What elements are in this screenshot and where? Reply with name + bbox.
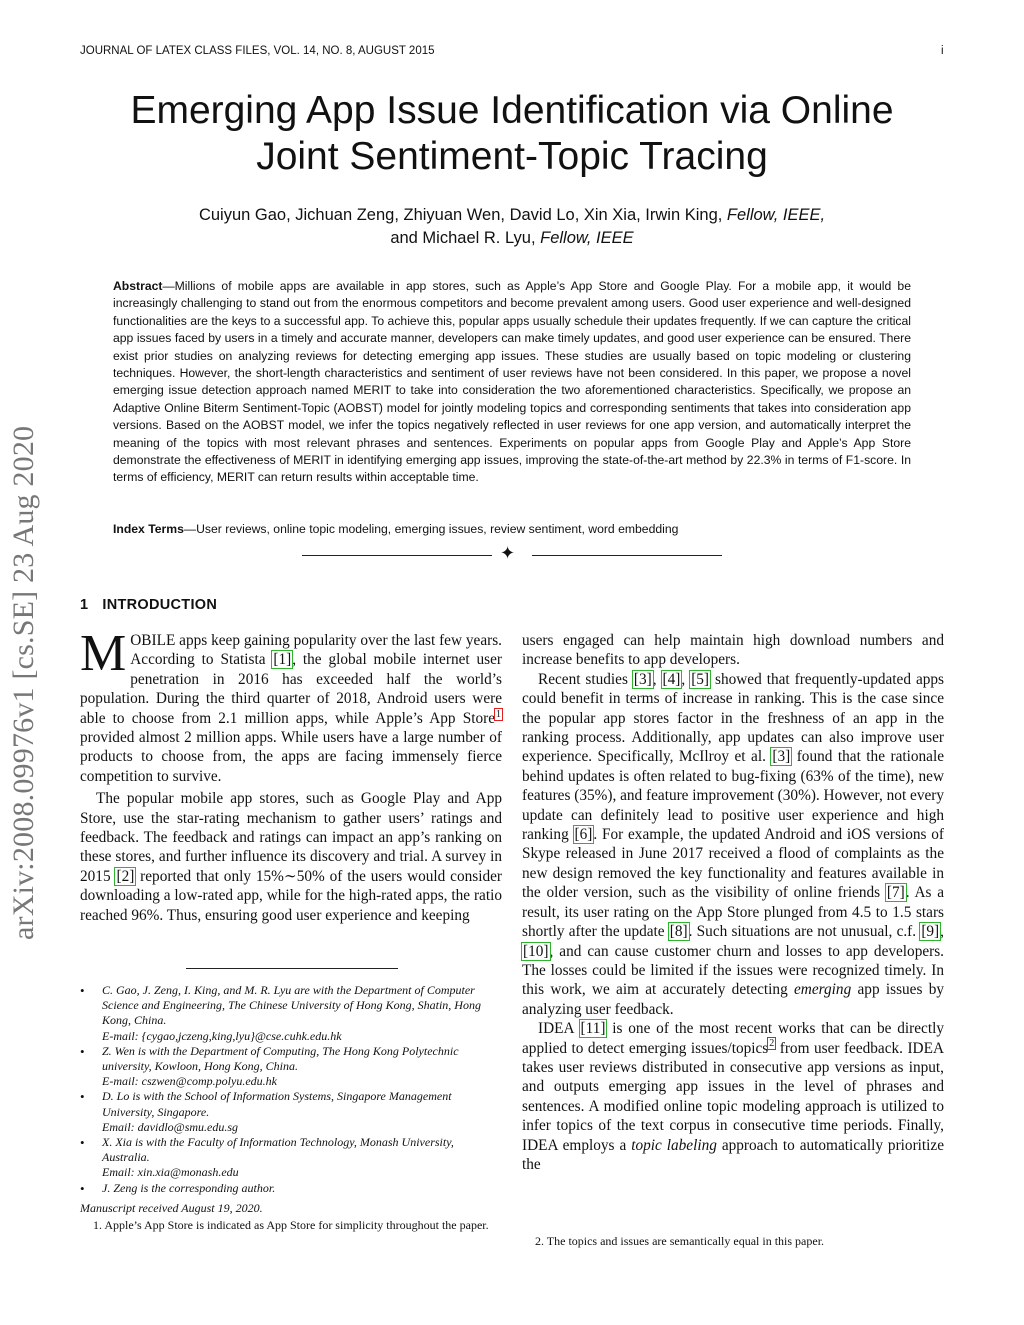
abstract-text: —Millions of mobile apps are available in app stores, such as Apple’s App Store and Google Play. For a mobile app, it would be increasingly challenging to stand out from the enormous competitors and become prevalent among users. Good user experience and well-designed functionalities are the keys to a successful app. To achieve this, popular apps usually schedule their updates frequently. If we can capture the critical app issues faced by users in a timely and accurate manner, developers can make timely updates, and good user experience can be ensured. There exist prior studies on analyzing reviews for detecting emerging app issues. These studies are usually based on topic modeling or clustering techniques. However, the short-length characteristics and sentiment of user reviews have not been considered. In this paper, we propose a novel emerging issue detection approach named MERIT to take into consideration the two aforementioned characteristics. Specifically, we propose an Adaptive Online Biterm Sentiment-Topic (AOBST) model for jointly modeling topics and corresponding sentiments that takes into consideration app versions. Based on the AOBST model, we infer the topics negatively reflected in user reviews for one app version, and automatically interpret the meaning of the topics with most relevant phrases and sentences. Experiments on popular apps from Google Play and Apple’s App Store demonstrate the effectiveness of MERIT in identifying emerging app issues, improving the state-of-the-art method by 22.3% in terms of F1-score. In terms of efficiency, MERIT can return results within acceptable time.: [113, 279, 911, 485]
footnote-1: 1. Apple’s App Store is indicated as App Store for simplicity throughout the paper.: [93, 1218, 489, 1232]
left-column: [80, 625, 503, 925]
text-run: users engaged can help maintain high download numbers and increase benefits to app developers.: [522, 632, 944, 669]
paper-title: [80, 88, 944, 180]
text-run: showed that frequently-updated apps could benefit in terms of increase in ranking. This is the case since the popular app stores factor in the freshness of an app in the ranking process. Additionally, app updates can also improve user experience. Specifically, McIlroy et al.: [522, 670, 944, 766]
separator-line-right: [532, 555, 722, 556]
text-run: ,: [652, 670, 662, 688]
text-run: apps keep gaining popularity over the last few years. According to Statista: [130, 632, 502, 669]
drop-cap-continuation: OBILE: [130, 632, 176, 649]
title-line-1: Emerging App Issue Identification via Online: [130, 89, 894, 132]
right-paragraph-1: [522, 631, 944, 670]
affiliation-item: [80, 983, 502, 1044]
section-title: INTRODUCTION: [102, 597, 218, 613]
citation-link[interactable]: [7]: [886, 884, 905, 902]
affiliation-item: [80, 1089, 502, 1135]
right-column: [522, 631, 944, 1174]
citation-link[interactable]: [6]: [574, 826, 593, 844]
affiliation-text: J. Zeng is the corresponding author.: [102, 1180, 276, 1195]
text-run: . As a result, its user rating on the App Store plunged from 4.5 to 1.5 stars shortly after the update: [522, 884, 945, 941]
text-run: approach to automatically prioritize the: [522, 1136, 944, 1173]
footnote-link[interactable]: 2: [769, 1038, 775, 1050]
affiliation-text: C. Gao, J. Zeng, I. King, and M. R. Lyu are with the Department of Computer Science and Engineering, The Chinese University of Hong Kong, Shatin, Hong Kong, China.: [102, 983, 481, 1028]
citation-link[interactable]: [8]: [669, 923, 688, 941]
authors-line1: Cuiyun Gao, Jichuan Zeng, Zhiyuan Wen, David Lo, Xin Xia, Irwin King,: [198, 206, 727, 224]
abstract-label: Abstract: [113, 279, 163, 293]
authors-line2: and Michael R. Lyu,: [390, 229, 541, 247]
authors-line1-fellow: Fellow, IEEE,: [726, 206, 826, 224]
affiliation-text: D. Lo is with the School of Information Systems, Singapore Management University, Singapore.: [102, 1089, 452, 1119]
index-terms-label: Index Terms: [113, 522, 184, 536]
index-terms: [113, 521, 911, 538]
index-terms-text: —User reviews, online topic modeling, emerging issues, review sentiment, word embedding: [183, 522, 679, 536]
affiliation-list: [80, 983, 502, 1196]
running-header: JOURNAL OF LATEX CLASS FILES, VOL. 14, NO. 8, AUGUST 2015: [80, 45, 435, 57]
affiliation-item: [80, 1181, 502, 1196]
text-run: The popular mobile app stores, such as Google Play and App Store, use the star-rating mechanism to gather users’ ratings and feedback. The feedback and ratings can impact an app’s ranking on these stores, and further influence its discovery and trial. A survey in 2015: [80, 790, 502, 885]
intro-paragraph-2: [80, 789, 502, 925]
text-run: , and can cause customer churn and losses to app developers. The losses could be limited if the issues were recognized timely. In this work, we aim at accurately detecting: [522, 942, 944, 999]
authors-line2-fellow: Fellow, IEEE: [540, 229, 634, 247]
text-run: ,: [681, 670, 691, 688]
intro-paragraph-1: [80, 625, 502, 786]
affiliation-item: [80, 1044, 502, 1090]
citation-link[interactable]: [3]: [633, 670, 652, 688]
text-run: reported that only 15%∼50% of the users would consider downloading a low-rated app, while for the high-rated apps, the ratio reached 96%. Thus, ensuring good user experience and keeping: [80, 867, 503, 924]
right-paragraph-2: [522, 670, 944, 1019]
citation-link[interactable]: [11]: [580, 1020, 606, 1038]
section-heading: [80, 597, 217, 613]
text-run: Recent studies: [538, 670, 633, 688]
affiliation-email: Email: xin.xia@monash.edu: [102, 1165, 239, 1180]
affiliation-text: X. Xia is with the Faculty of Information Technology, Monash University, Australia.: [102, 1135, 454, 1165]
text-run: from user feedback. IDEA takes user reviews distributed in consecutive app versions as input, and outputs emerging app issues in the level of phrases and sentences. A modified online topic modeling approach is utilized to infer topics of the text corpus in consecutive time periods. Finally, IDEA employs a: [522, 1039, 944, 1154]
text-run: provided almost 2 million apps. While users have a large number of products to choose from, the apps are facing immensely fierce competition to survive.: [80, 729, 502, 785]
affiliation-text: Z. Wen is with the Department of Computing, The Hong Kong Polytechnic university, Kowloon, Hong Kong, China.: [102, 1043, 459, 1074]
text-run: found that the rationale behind updates is often related to bug-fixing (63% of the time), new features (35%), and feature improvement (30%). However, not every update can definitely lead to positive user experience and high ranking: [522, 748, 945, 844]
citation-link[interactable]: [2]: [116, 867, 135, 885]
affiliation-item: [80, 1135, 502, 1181]
section-number: 1: [80, 597, 89, 613]
affiliation-email: E-mail: cszwen@comp.polyu.edu.hk: [102, 1074, 277, 1089]
affiliation-email: E-mail: {cygao,jczeng,king,lyu}@cse.cuhk.edu.hk: [102, 1028, 342, 1043]
citation-link[interactable]: [9]: [921, 923, 940, 941]
drop-cap: M: [80, 625, 127, 682]
title-line-2: Joint Sentiment-Topic Tracing: [256, 135, 768, 178]
section-separator: [302, 543, 722, 566]
text-run: . For example, the updated Android and iOS versions of Skype released in June 2017 received a flood of complaints as the new design removed the key functionality and features available in the older version, such as the visibility of online friends: [522, 826, 944, 902]
footnote-2: 2. The topics and issues are semantically equal in this paper.: [535, 1234, 825, 1248]
right-paragraph-3: [522, 1019, 944, 1174]
manuscript-date: Manuscript received August 19, 2020.: [80, 1201, 263, 1215]
text-run: app issues by analyzing user feedback.: [522, 981, 944, 1018]
footnote-link[interactable]: 1: [496, 708, 501, 720]
emphasis: topic labeling: [631, 1136, 717, 1154]
footnote-rule: [186, 968, 398, 969]
separator-star-icon: ✦: [500, 543, 516, 563]
text-run: . Such situations are not unusual, c.f.: [688, 923, 921, 941]
citation-link[interactable]: [10]: [523, 942, 549, 960]
citation-link[interactable]: [3]: [772, 748, 791, 766]
page-number: i: [941, 45, 944, 57]
author-list: [80, 204, 944, 250]
text-run: ,: [940, 923, 944, 941]
text-run: is one of the most recent works that can be directly applied to detect emerging issues/topics: [522, 1020, 944, 1057]
text-run: , the global mobile internet user penetration in 2016 has exceeded half the world’s population. During the third quarter of 2018, Android users were able to choose from 2.1 million apps, while Apple’s App Store: [80, 651, 502, 727]
abstract: [113, 278, 911, 487]
citation-link[interactable]: [4]: [662, 670, 681, 688]
emphasis: emerging: [794, 981, 852, 999]
text-run: IDEA: [538, 1020, 580, 1038]
citation-link[interactable]: [1]: [273, 651, 292, 669]
separator-line-left: [302, 555, 492, 556]
arxiv-identifier: arXiv:2008.09976v1 [cs.SE] 23 Aug 2020: [7, 425, 40, 940]
affiliation-email: Email: davidlo@smu.edu.sg: [102, 1119, 239, 1134]
citation-link[interactable]: [5]: [691, 670, 710, 688]
